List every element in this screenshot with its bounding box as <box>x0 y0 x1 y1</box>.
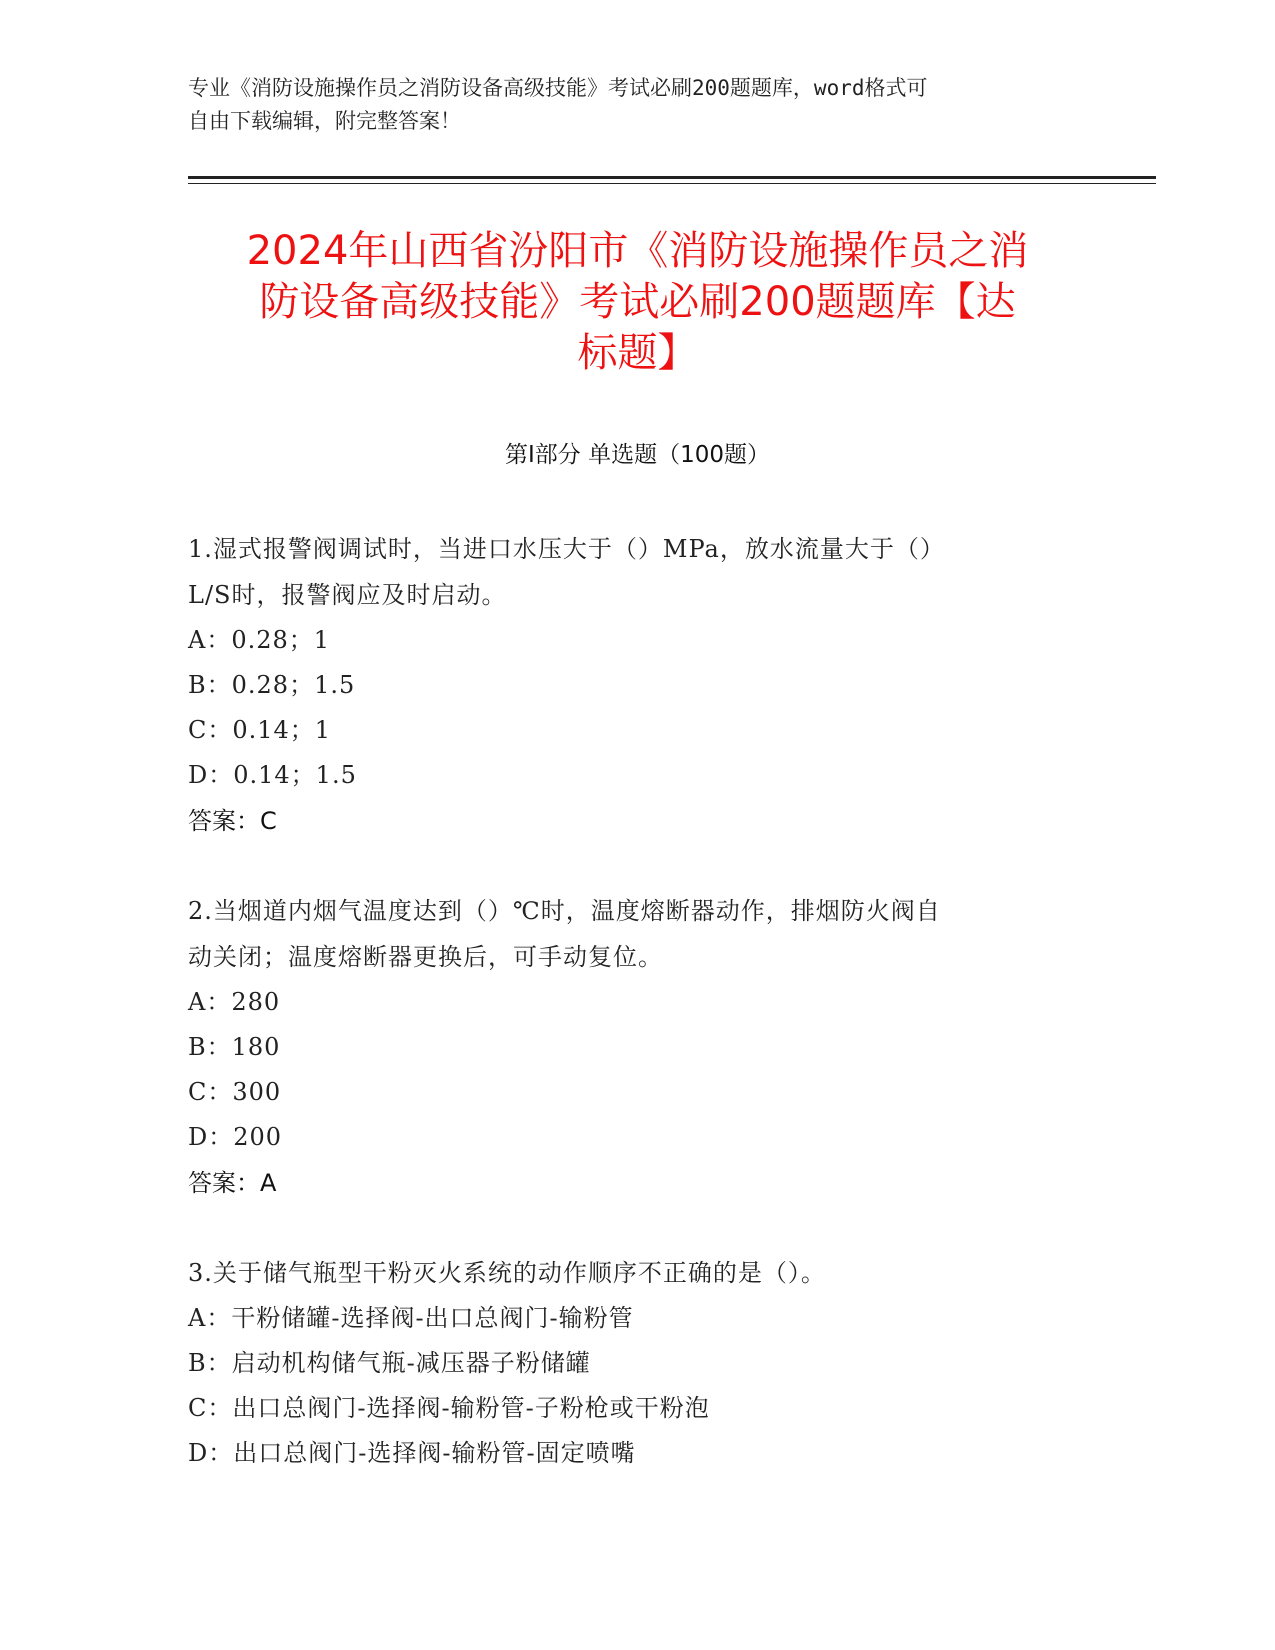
question-2-text <box>188 888 1078 980</box>
question-1-text-line-1: 1.湿式报警阀调试时，当进口水压大于（）MPa，放水流量大于（） <box>188 535 945 563</box>
header-divider-thick <box>188 176 1156 179</box>
question-3-text-line-1: 3.关于储气瓶型干粉灭火系统的动作顺序不正确的是（）。 <box>188 1259 826 1287</box>
header-note-line-2: 自由下载编辑，附完整答案！ <box>188 109 461 133</box>
question-2-text-line-2: 动关闭；温度熔断器更换后，可手动复位。 <box>188 943 663 971</box>
question-1-option-c: C：0.14；1 <box>188 716 332 744</box>
question-1-text-line-2: L/S时，报警阀应及时启动。 <box>188 581 507 609</box>
header-note-line-1: 专业《消防设施操作员之消防设备高级技能》考试必刷200题题库，word格式可 <box>188 76 928 100</box>
question-2-option-d: D：200 <box>188 1123 283 1151</box>
question-3-option-d: D：出口总阀门-选择阀-输粉管-固定喷嘴 <box>188 1439 636 1467</box>
question-3-option-a: A：干粉储罐-选择阀-出口总阀门-输粉管 <box>188 1304 634 1332</box>
question-1-option-a: A：0.28；1 <box>188 626 331 654</box>
question-1 <box>188 526 1078 844</box>
section-heading: 第Ⅰ部分 单选题（100题） <box>505 442 770 468</box>
question-1-option-d: D：0.14；1.5 <box>188 761 357 789</box>
question-3-text <box>188 1250 1078 1296</box>
question-2-option-c: C：300 <box>188 1078 282 1106</box>
question-1-text <box>188 526 1078 618</box>
question-2-option-b: B：180 <box>188 1033 281 1061</box>
question-2-option-a: A：280 <box>188 988 281 1016</box>
title-line-3: 标题】 <box>577 330 698 376</box>
question-1-option-b: B：0.28；1.5 <box>188 671 356 699</box>
header-divider-thin <box>188 183 1156 184</box>
question-3-option-b: B：启动机构储气瓶-减压器子粉储罐 <box>188 1349 591 1377</box>
document-header-note <box>188 72 1068 138</box>
question-2-text-line-1: 2.当烟道内烟气温度达到（）℃时，温度熔断器动作，排烟防火阀自 <box>188 897 941 925</box>
question-3-option-c: C：出口总阀门-选择阀-输粉管-子粉枪或干粉泡 <box>188 1394 710 1422</box>
question-2 <box>188 888 1078 1206</box>
question-3 <box>188 1250 1078 1476</box>
title-line-1: 2024年山西省汾阳市《消防设施操作员之消 <box>246 228 1029 274</box>
title-line-2: 防设备高级技能》考试必刷200题题库【达 <box>259 279 1016 325</box>
document-title <box>150 226 1125 379</box>
question-list <box>188 526 1078 1520</box>
question-1-answer: 答案：C <box>188 807 277 835</box>
question-2-answer: 答案：A <box>188 1169 277 1197</box>
